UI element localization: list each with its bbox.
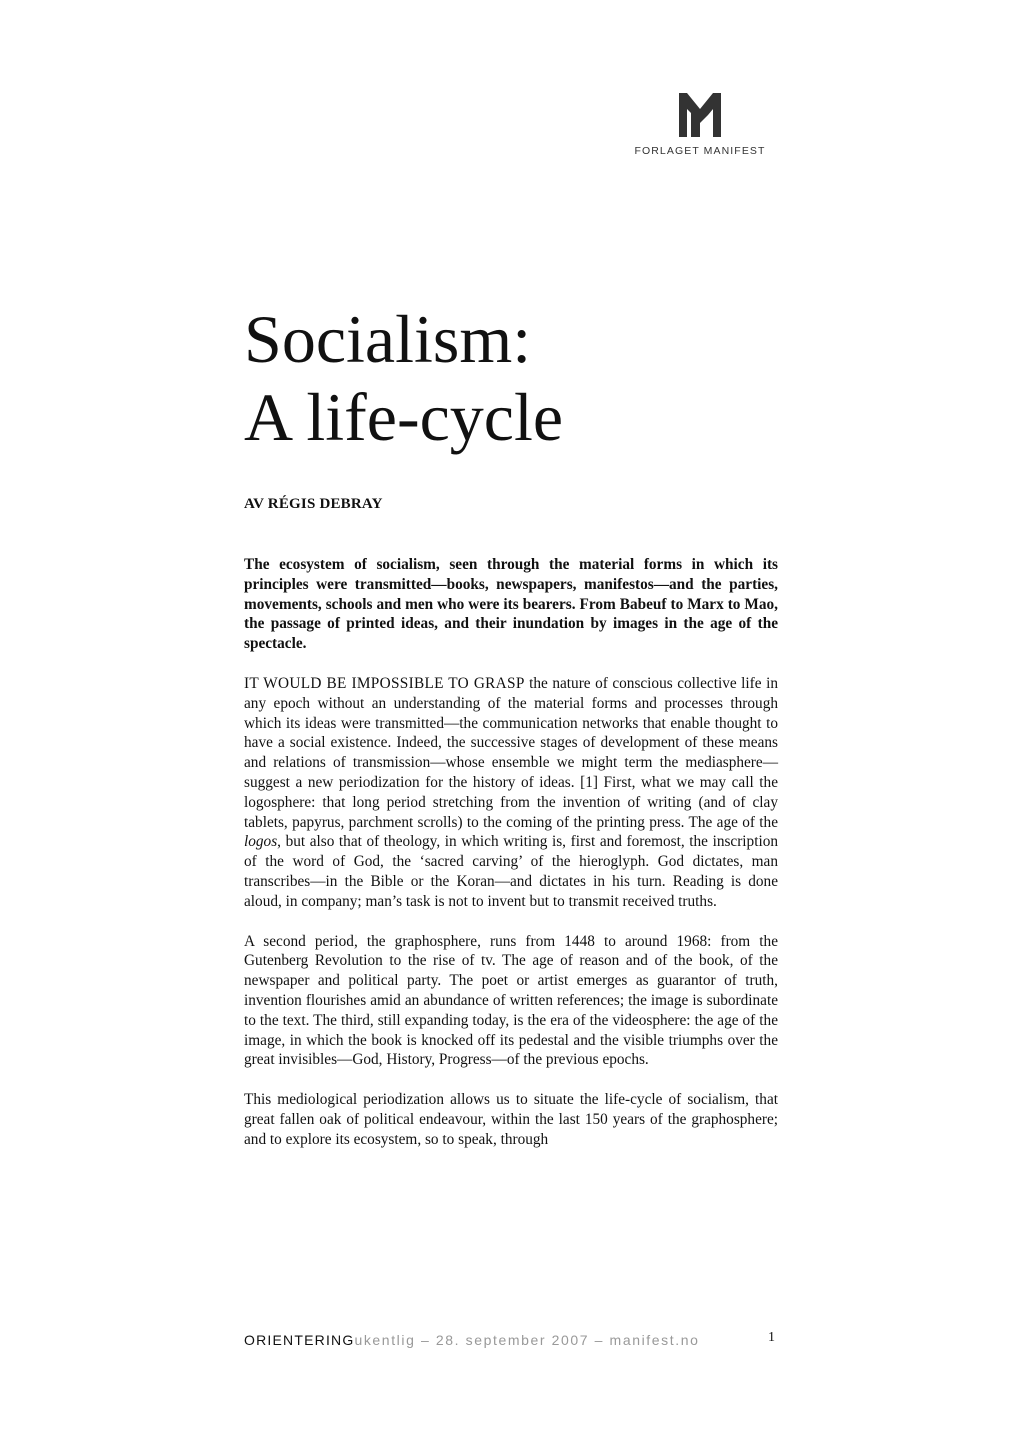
page-number: 1: [768, 1330, 775, 1345]
manifest-m-logo-icon: [679, 93, 721, 137]
title-line-2: A life-cycle: [244, 379, 564, 455]
body-paragraph-2: A second period, the graphosphere, runs from 1448 to around 1968: from the Gutenberg Revolution to the rise of tv. The age of reason and of the book, of the newspaper and political party. The poet or artist emerges as guarantor of truth, invention flourishes amid an abundance of written references; the image is subordinate to the text. The third, still expanding today, is the era of the videosphere: the age of the image, in which the book is knocked off its pedestal and the visible triumphs over the great invisibles—God, History, Progress—of the previous epochs.: [244, 932, 778, 1069]
publisher-name: FORLAGET MANIFEST: [634, 145, 766, 157]
paragraph-text: the nature of conscious collective life in any epoch without an understanding of the material forms and processes through which its ideas were transmitted—the communication networks that enable thought to have a social existence. Indeed, the successive stages of development of these means and relations of transmission—whose ensemble we might term the mediasphere—suggest a new periodization for the history of ideas. [1] First, what we may call the logosphere: that long period stretching from the invention of writing (and of clay tablets, papyrus, parchment scrolls) to the coming of the printing press. The age of the: [244, 674, 778, 831]
article-title: [244, 300, 563, 456]
body-paragraph-1: [244, 674, 778, 912]
page-footer: [244, 1332, 700, 1348]
footer-meta: ukentlig – 28. september 2007 – manifest.no: [354, 1332, 700, 1348]
article-body: [244, 555, 778, 1170]
publisher-logo: [632, 93, 768, 157]
paragraph-opening: IT WOULD BE IMPOSSIBLE TO GRASP: [244, 674, 525, 692]
paragraph-text: , but also that of theology, in which writing is, first and foremost, the inscription of the word of God, the ‘sacred carving’ of the hieroglyph. God dictates, man transcribes—in the Bible or the Koran—and dictates in his turn. Reading is done aloud, in company; man’s task is not to invent but to transmit received truths.: [244, 833, 778, 910]
article-author: AV RÉGIS DEBRAY: [244, 496, 383, 512]
title-line-1: Socialism:: [244, 301, 532, 377]
body-paragraph-3: This mediological periodization allows us to situate the life-cycle of socialism, that great fallen oak of political endeavour, within the last 150 years of the graphosphere; and to explore its ecosystem, so to speak, through: [244, 1091, 778, 1148]
lead-paragraph: The ecosystem of socialism, seen through the material forms in which its principles were transmitted—books, newspapers, manifestos—and the parties, movements, schools and men who were its bearers. From Babeuf to Marx to Mao, the passage of printed ideas, and their inundation by images in the age of the spectacle.: [244, 556, 778, 653]
italic-term: logos: [244, 833, 278, 851]
footer-brand: ORIENTERING: [244, 1332, 355, 1348]
